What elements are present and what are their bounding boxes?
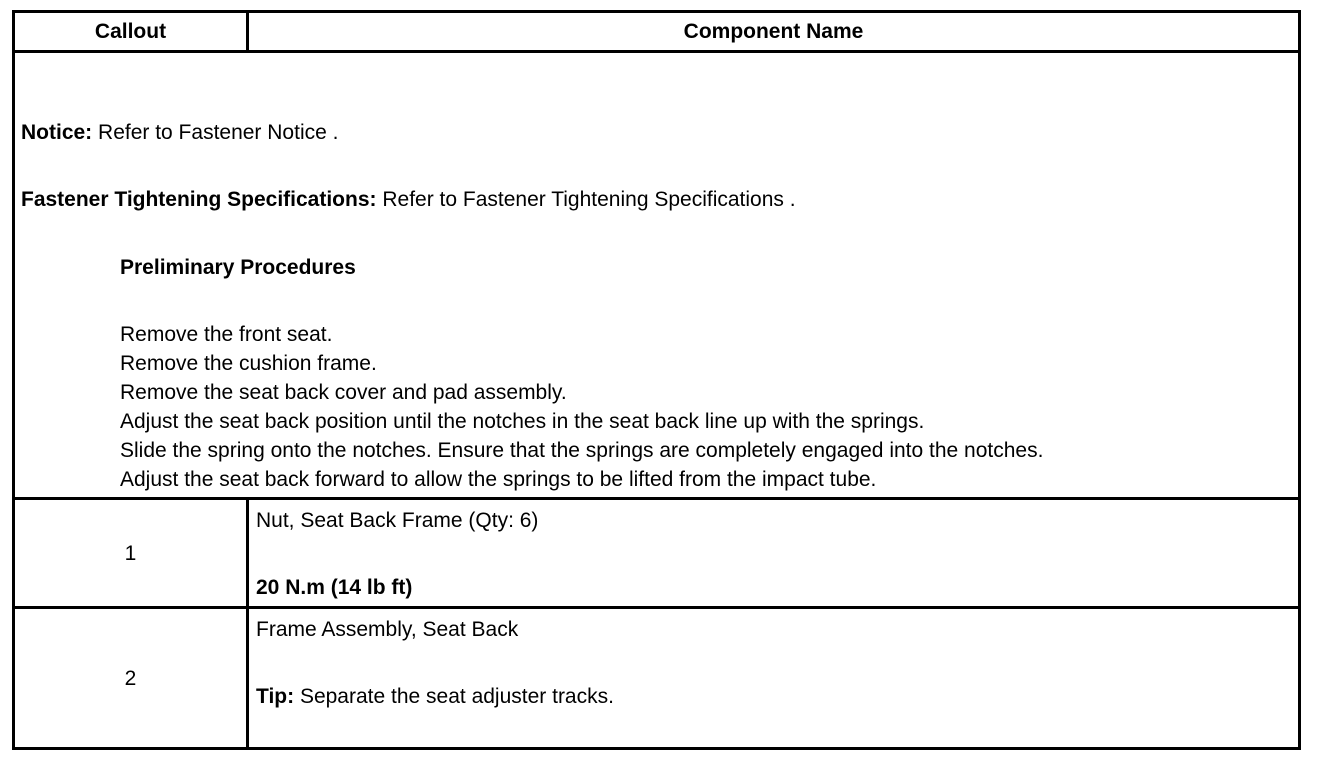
column-divider [246,500,249,606]
notice-label: Notice: [21,121,93,144]
preliminary-heading: Preliminary Procedures [120,256,356,279]
component-table [12,10,1301,750]
column-divider [246,609,249,747]
notice-line [21,121,338,145]
tip-line [256,685,614,709]
step-item: Slide the spring onto the notches. Ensure that the springs are completely engaged into the notches. [120,439,1044,462]
torque-spec: 20 N.m (14 lb ft) [256,576,413,599]
callout-column-header: Callout [94,20,167,43]
step-item: Remove the cushion frame. [120,352,377,375]
spec-text: Refer to Fastener Tightening Specifications . [376,188,796,211]
spec-line [21,188,796,212]
table-header-row [15,13,1298,53]
tip-text: Separate the seat adjuster tracks. [294,685,614,708]
step-item: Remove the front seat. [120,323,333,346]
component-name-column-header: Component Name [683,20,864,43]
spec-label: Fastener Tightening Specifications: [21,188,377,211]
callout-number: 1 [124,542,137,565]
notes-cell [21,53,1292,497]
notice-text: Refer to Fastener Notice . [92,121,339,144]
notes-row [15,53,1298,500]
tip-label: Tip: [256,685,295,708]
table-row [15,500,1298,609]
component-name: Nut, Seat Back Frame (Qty: 6) [256,509,539,532]
component-name: Frame Assembly, Seat Back [256,618,519,641]
step-item: Adjust the seat back forward to allow the springs to be lifted from the impact tube. [120,468,877,491]
callout-number: 2 [124,667,137,690]
table-row [15,609,1298,747]
step-item: Remove the seat back cover and pad assembly. [120,381,567,404]
step-item: Adjust the seat back position until the notches in the seat back line up with the springs. [120,410,925,433]
